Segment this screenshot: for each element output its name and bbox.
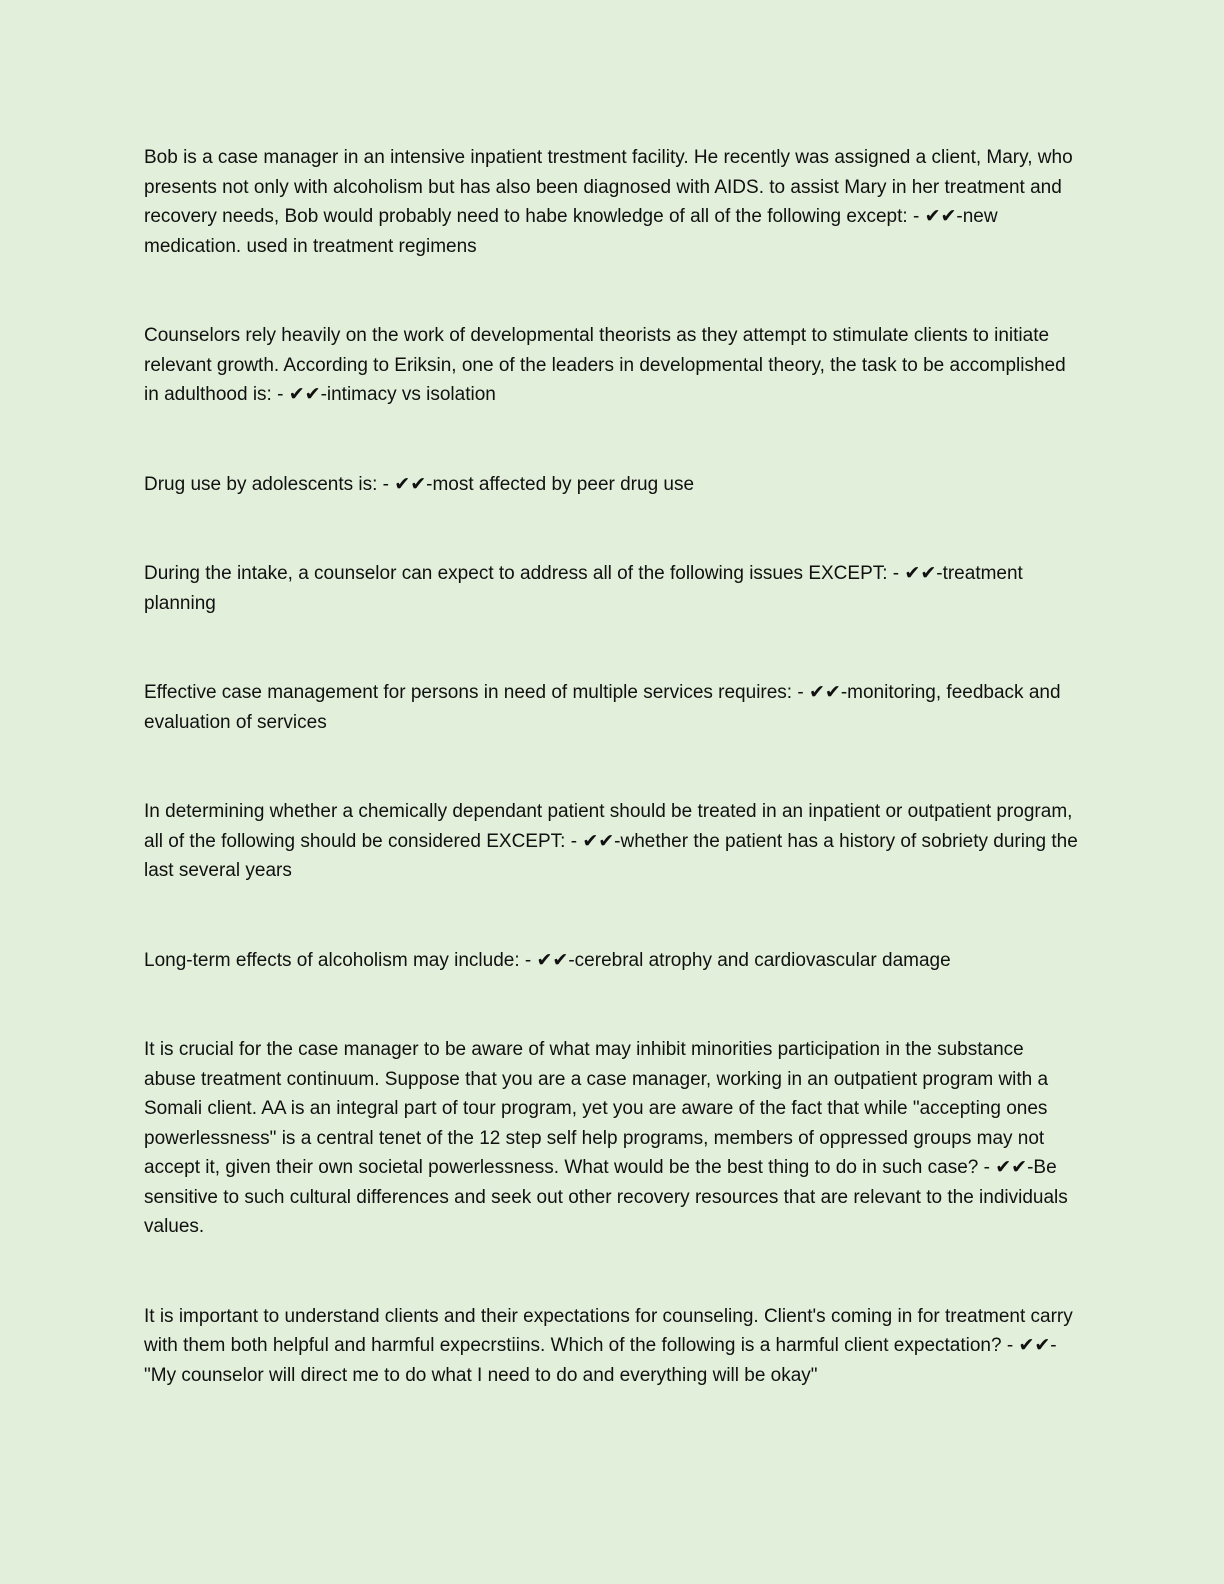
answer-text: -treatment planning (144, 563, 1023, 614)
double-check-icon: ✔✔ (582, 829, 615, 852)
answer-text: -new medication. used in treatment regimens (144, 206, 998, 257)
question-text: Effective case management for persons in need of multiple services requires: (144, 682, 793, 703)
answer-text: -whether the patient has a history of sobriety during the last several years (144, 830, 1078, 881)
double-check-icon: ✔✔ (394, 472, 427, 495)
question-text: Drug use by adolescents is: (144, 473, 378, 495)
qa-item-4 (144, 559, 1080, 618)
question-text: It is crucial for the case manager to be aware of what may inhibit minorities participation in the substance abuse treatment continuum. Suppose that you are a case manager, working in an outpatient program with a Somali client. AA is an integral part of tour program, yet you are aware of the fact that while "accepting ones powerlessness" is a central tenet of the 12 step self help programs, members of oppressed groups may not accept it, given their own societal powerlessness. What would be the best thing to do in such case? (144, 1039, 1049, 1178)
separator: - (887, 563, 905, 584)
answer-text: -"My counselor will direct me to do what I need to do and everything will be okay" (144, 1335, 1057, 1386)
answer-text: -Be sensitive to such cultural differences and seek out other recovery resources that are relevant to the individuals values. (144, 1157, 1068, 1237)
double-check-icon: ✔✔ (995, 1156, 1028, 1178)
qa-item-3 (144, 470, 1080, 500)
question-text: During the intake, a counselor can expect to address all of the following issues EXCEPT: (144, 563, 888, 584)
answer-text: -monitoring, feedback and evaluation of services (144, 682, 1061, 733)
qa-item-7 (144, 946, 1080, 976)
qa-item-6 (144, 797, 1080, 886)
question-text: In determining whether a chemically dependant patient should be treated in an inpatient or outpatient program, all of the following should be considered EXCEPT: (144, 801, 1073, 852)
answer-text: -intimacy vs isolation (320, 384, 496, 405)
separator: - (978, 1157, 996, 1178)
double-check-icon: ✔✔ (808, 681, 841, 703)
double-check-icon: ✔✔ (904, 562, 937, 584)
qa-item-5 (144, 678, 1080, 737)
separator: - (377, 473, 395, 495)
separator: - (907, 206, 925, 227)
question-text: Long-term effects of alcoholism may include: (144, 949, 520, 971)
question-text: Counselors rely heavily on the work of developmental theorists as they attempt to stimulate clients to initiate relevant growth. According to Eriksin, one of the leaders in developmental theory, the task to be accomplished in adulthood is: (144, 325, 1066, 405)
answer-text: -most affected by peer drug use (426, 473, 695, 495)
qa-item-8 (144, 1035, 1080, 1242)
answer-text: -cerebral atrophy and cardiovascular damage (568, 949, 951, 971)
separator: - (1001, 1335, 1019, 1356)
question-text: Bob is a case manager in an intensive inpatient trestment facility. He recently was assigned a client, Mary, who presents not only with alcoholism but has also been diagnosed with AIDS. to assist Mary in her treatment and recovery needs, Bob would probably need to habe knowledge of all of the following except: (144, 147, 1073, 227)
separator: - (271, 384, 289, 405)
qa-item-2 (144, 321, 1080, 410)
double-check-icon: ✔✔ (924, 205, 957, 227)
qa-item-9 (144, 1302, 1080, 1391)
separator: - (519, 949, 537, 971)
question-text: It is important to understand clients and their expectations for counseling. Client's coming in for treatment carry with them both helpful and harmful expecrstiins. Which of the following is a harmful client expectation? (144, 1305, 1073, 1356)
separator: - (565, 830, 583, 852)
qa-item-1 (144, 143, 1080, 261)
separator: - (792, 682, 809, 703)
double-check-icon: ✔✔ (1018, 1334, 1051, 1356)
double-check-icon: ✔✔ (288, 383, 321, 405)
double-check-icon: ✔✔ (536, 948, 569, 971)
